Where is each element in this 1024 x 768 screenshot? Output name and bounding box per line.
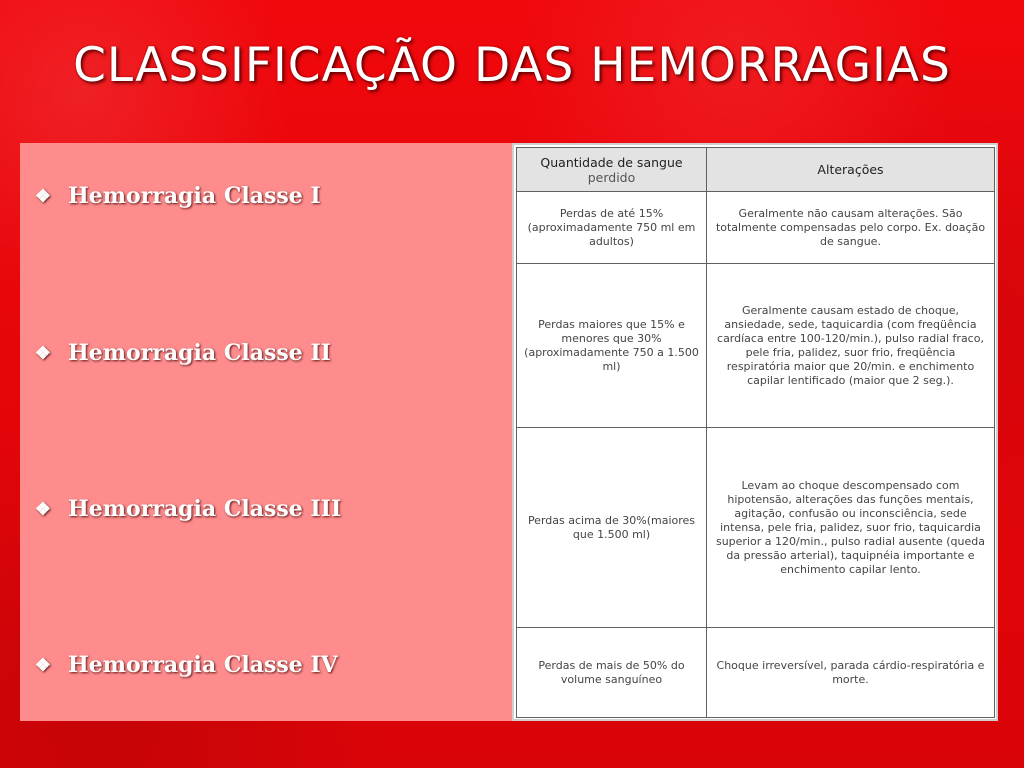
hemorrhage-table-image	[512, 143, 998, 721]
bullet-label: Hemorragia Classe I	[68, 183, 321, 209]
bullet-item-classe-2	[34, 340, 331, 366]
table-row	[517, 428, 995, 628]
header-quantity-line2: perdido	[587, 169, 636, 185]
diamond-bullet-icon: ❖	[34, 342, 52, 364]
cell-quantity: Perdas de até 15% (aproximadamente 750 ml em adultos)	[517, 192, 707, 264]
bullet-item-classe-4	[34, 652, 338, 678]
table-row	[517, 192, 995, 264]
bullet-label: Hemorragia Classe IV	[68, 652, 338, 678]
cell-changes: Levam ao choque descompensado com hipotensão, alterações das funções mentais, agitação, confusão ou inconsciência, sede intensa, pele fria, palidez, suor frio, taquicardia superior a 120/min., pulso radial ausente (queda da pressão arterial), taquipnéia importante e enchimento capilar lento.	[707, 428, 995, 628]
bullet-item-classe-3	[34, 496, 341, 522]
bullet-label: Hemorragia Classe III	[68, 496, 342, 522]
table-header-row	[517, 148, 995, 192]
header-changes: Alterações	[707, 148, 995, 192]
diamond-bullet-icon: ❖	[34, 654, 52, 676]
bullet-item-classe-1	[34, 183, 321, 209]
header-quantity-line1: Quantidade de sangue	[540, 154, 683, 170]
cell-quantity: Perdas acima de 30%(maiores que 1.500 ml)	[517, 428, 707, 628]
diamond-bullet-icon: ❖	[34, 498, 52, 520]
cell-quantity: Perdas maiores que 15% e menores que 30%(aproximadamente 750 a 1.500 ml)	[517, 264, 707, 428]
header-quantity	[517, 148, 707, 192]
table-row	[517, 264, 995, 428]
bullet-label: Hemorragia Classe II	[68, 340, 331, 366]
cell-changes: Geralmente não causam alterações. São totalmente compensadas pelo corpo. Ex. doação de sangue.	[707, 192, 995, 264]
hemorrhage-table	[516, 147, 995, 718]
slide-title: CLASSIFICAÇÃO DAS HEMORRAGIAS	[73, 38, 951, 93]
cell-changes: Geralmente causam estado de choque, ansiedade, sede, taquicardia (com freqüência cardíaca entre 100-120/min.), pulso radial fraco, pele fria, palidez, suor frio, freqüência respiratória maior que 20/min. e enchimento capilar lentificado (maior que 2 seg.).	[707, 264, 995, 428]
bullet-panel	[20, 143, 512, 721]
table-row	[517, 628, 995, 718]
cell-changes: Choque irreversível, parada cárdio-respiratória e morte.	[707, 628, 995, 718]
cell-quantity: Perdas de mais de 50% do volume sanguíneo	[517, 628, 707, 718]
diamond-bullet-icon: ❖	[34, 185, 52, 207]
